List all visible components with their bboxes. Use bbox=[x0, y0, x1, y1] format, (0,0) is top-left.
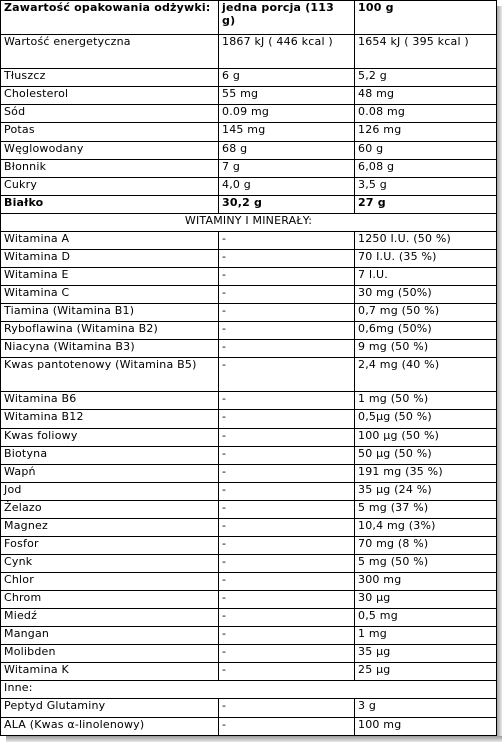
nutrient-name-cell: Błonnik bbox=[1, 159, 219, 177]
table-shadow-bottom bbox=[6, 736, 502, 742]
portion-value-cell: - bbox=[219, 446, 355, 464]
table-row bbox=[1, 177, 497, 195]
portion-value-cell: - bbox=[219, 609, 355, 627]
table-row bbox=[1, 69, 497, 87]
per100-value-cell: 35 μg bbox=[355, 645, 497, 663]
nutrient-name-cell: Fosfor bbox=[1, 536, 219, 554]
nutrient-name-cell: Wartość energetyczna bbox=[1, 35, 219, 69]
table-row bbox=[1, 267, 497, 285]
per100-value-cell: 1 mg (50 %) bbox=[355, 392, 497, 410]
per100-value-cell: 1250 I.U. (50 %) bbox=[355, 231, 497, 249]
nutrient-name-cell: Witamina B6 bbox=[1, 392, 219, 410]
per100-value-cell: 2,4 mg (40 %) bbox=[355, 358, 497, 392]
per100-value-cell: 30 mg (50%) bbox=[355, 286, 497, 304]
portion-value-cell: 0.09 mg bbox=[219, 105, 355, 123]
per100-value-cell: 0.08 mg bbox=[355, 105, 497, 123]
table-row bbox=[1, 500, 497, 518]
portion-value-cell: - bbox=[219, 699, 355, 717]
nutrient-name-cell: Witamina A bbox=[1, 231, 219, 249]
per100-value-cell: 0,7 mg (50 %) bbox=[355, 304, 497, 322]
table-row bbox=[1, 322, 497, 340]
portion-value-cell: 145 mg bbox=[219, 123, 355, 141]
table-row bbox=[1, 645, 497, 663]
table-row bbox=[1, 554, 497, 572]
portion-value-cell: - bbox=[219, 500, 355, 518]
table-row bbox=[1, 340, 497, 358]
nutrient-name-cell: Witamina B12 bbox=[1, 410, 219, 428]
table-row bbox=[1, 392, 497, 410]
header-cell-per100: 100 g bbox=[355, 1, 497, 35]
nutrient-name-cell: Mangan bbox=[1, 627, 219, 645]
per100-value-cell: 126 mg bbox=[355, 123, 497, 141]
table-row bbox=[1, 231, 497, 249]
portion-value-cell: - bbox=[219, 627, 355, 645]
table-row bbox=[1, 195, 497, 213]
per100-value-cell: 5 mg (37 %) bbox=[355, 500, 497, 518]
table-row bbox=[1, 105, 497, 123]
nutrient-name-cell: Witamina C bbox=[1, 286, 219, 304]
per100-value-cell: 191 mg (35 %) bbox=[355, 464, 497, 482]
per100-value-cell: 50 μg (50 %) bbox=[355, 446, 497, 464]
portion-value-cell: - bbox=[219, 392, 355, 410]
table-row bbox=[1, 286, 497, 304]
nutrient-name-cell: Kwas pantotenowy (Witamina B5) bbox=[1, 358, 219, 392]
per100-value-cell: 0,5 mg bbox=[355, 609, 497, 627]
per100-value-cell: 3 g bbox=[355, 699, 497, 717]
per100-value-cell: 5 mg (50 %) bbox=[355, 554, 497, 572]
portion-value-cell: - bbox=[219, 286, 355, 304]
section-heading-vitamins: WITAMINY I MINERAŁY: bbox=[1, 213, 497, 231]
table-row bbox=[1, 482, 497, 500]
table-row bbox=[1, 699, 497, 717]
portion-value-cell: - bbox=[219, 464, 355, 482]
section-row bbox=[1, 681, 497, 699]
table-row bbox=[1, 410, 497, 428]
portion-value-cell: - bbox=[219, 717, 355, 736]
nutrient-name-cell: Żelazo bbox=[1, 500, 219, 518]
nutrient-name-cell: Węglowodany bbox=[1, 141, 219, 159]
nutrient-name-cell: Chrom bbox=[1, 591, 219, 609]
per100-value-cell: 25 μg bbox=[355, 663, 497, 681]
nutrient-name-cell: Miedź bbox=[1, 609, 219, 627]
per100-value-cell: 0,6mg (50%) bbox=[355, 322, 497, 340]
per100-value-cell: 27 g bbox=[355, 195, 497, 213]
table-row bbox=[1, 358, 497, 392]
nutrient-name-cell: Cholesterol bbox=[1, 87, 219, 105]
nutrient-name-cell: Sód bbox=[1, 105, 219, 123]
per100-value-cell: 100 mg bbox=[355, 717, 497, 736]
nutrient-name-cell: Peptyd Glutaminy bbox=[1, 699, 219, 717]
table-row bbox=[1, 518, 497, 536]
header-cell-portion: jedna porcja (113 g) bbox=[219, 1, 355, 35]
nutrient-name-cell: Ryboflawina (Witamina B2) bbox=[1, 322, 219, 340]
portion-value-cell: - bbox=[219, 554, 355, 572]
nutrient-name-cell: Biotyna bbox=[1, 446, 219, 464]
per100-value-cell: 100 μg (50 %) bbox=[355, 428, 497, 446]
per100-value-cell: 35 μg (24 %) bbox=[355, 482, 497, 500]
nutrient-name-cell: Witamina E bbox=[1, 267, 219, 285]
table-row bbox=[1, 141, 497, 159]
nutrient-name-cell: Witamina D bbox=[1, 249, 219, 267]
nutrient-name-cell: Tłuszcz bbox=[1, 69, 219, 87]
table-row bbox=[1, 123, 497, 141]
table-row bbox=[1, 609, 497, 627]
nutrient-name-cell: Molibden bbox=[1, 645, 219, 663]
table-row bbox=[1, 304, 497, 322]
nutrient-name-cell: Magnez bbox=[1, 518, 219, 536]
portion-value-cell: 68 g bbox=[219, 141, 355, 159]
nutrient-name-cell: Wapń bbox=[1, 464, 219, 482]
per100-value-cell: 0,5μg (50 %) bbox=[355, 410, 497, 428]
per100-value-cell: 30 μg bbox=[355, 591, 497, 609]
portion-value-cell: 55 mg bbox=[219, 87, 355, 105]
table-row bbox=[1, 249, 497, 267]
nutrient-name-cell: Białko bbox=[1, 195, 219, 213]
table-row bbox=[1, 591, 497, 609]
portion-value-cell: - bbox=[219, 518, 355, 536]
portion-value-cell: - bbox=[219, 428, 355, 446]
nutrient-name-cell: ALA (Kwas α-linolenowy) bbox=[1, 717, 219, 736]
portion-value-cell: - bbox=[219, 267, 355, 285]
header-cell-contents: Zawartość opakowania odżywki: bbox=[1, 1, 219, 35]
nutrient-name-cell: Niacyna (Witamina B3) bbox=[1, 340, 219, 358]
per100-value-cell: 3,5 g bbox=[355, 177, 497, 195]
nutrient-name-cell: Witamina K bbox=[1, 663, 219, 681]
table-row bbox=[1, 717, 497, 736]
portion-value-cell: - bbox=[219, 304, 355, 322]
per100-value-cell: 5,2 g bbox=[355, 69, 497, 87]
table-row bbox=[1, 428, 497, 446]
portion-value-cell: 30,2 g bbox=[219, 195, 355, 213]
per100-value-cell: 300 mg bbox=[355, 573, 497, 591]
table-row bbox=[1, 159, 497, 177]
nutrient-name-cell: Cynk bbox=[1, 554, 219, 572]
portion-value-cell: - bbox=[219, 573, 355, 591]
section-row bbox=[1, 213, 497, 231]
per100-value-cell: 70 mg (8 %) bbox=[355, 536, 497, 554]
per100-value-cell: 7 I.U. bbox=[355, 267, 497, 285]
portion-value-cell: - bbox=[219, 482, 355, 500]
per100-value-cell: 48 mg bbox=[355, 87, 497, 105]
nutrient-name-cell: Chlor bbox=[1, 573, 219, 591]
portion-value-cell: 7 g bbox=[219, 159, 355, 177]
nutrient-name-cell: Tiamina (Witamina B1) bbox=[1, 304, 219, 322]
portion-value-cell: - bbox=[219, 340, 355, 358]
portion-value-cell: - bbox=[219, 322, 355, 340]
table-row bbox=[1, 536, 497, 554]
section-heading-other: Inne: bbox=[1, 681, 497, 699]
portion-value-cell: - bbox=[219, 645, 355, 663]
nutrition-table-body bbox=[1, 1, 497, 736]
table-row bbox=[1, 464, 497, 482]
portion-value-cell: - bbox=[219, 410, 355, 428]
table-row bbox=[1, 663, 497, 681]
table-row bbox=[1, 627, 497, 645]
portion-value-cell: - bbox=[219, 231, 355, 249]
portion-value-cell: 6 g bbox=[219, 69, 355, 87]
per100-value-cell: 70 I.U. (35 %) bbox=[355, 249, 497, 267]
portion-value-cell: - bbox=[219, 358, 355, 392]
per100-value-cell: 6,08 g bbox=[355, 159, 497, 177]
table-header-row bbox=[1, 1, 497, 35]
portion-value-cell: - bbox=[219, 663, 355, 681]
table-row bbox=[1, 87, 497, 105]
portion-value-cell: - bbox=[219, 249, 355, 267]
portion-value-cell: - bbox=[219, 591, 355, 609]
table-row bbox=[1, 446, 497, 464]
table-row bbox=[1, 573, 497, 591]
nutrient-name-cell: Cukry bbox=[1, 177, 219, 195]
nutrient-name-cell: Jod bbox=[1, 482, 219, 500]
per100-value-cell: 60 g bbox=[355, 141, 497, 159]
nutrient-name-cell: Kwas foliowy bbox=[1, 428, 219, 446]
portion-value-cell: - bbox=[219, 536, 355, 554]
per100-value-cell: 1 mg bbox=[355, 627, 497, 645]
table-row bbox=[1, 35, 497, 69]
per100-value-cell: 1654 kJ ( 395 kcal ) bbox=[355, 35, 497, 69]
portion-value-cell: 1867 kJ ( 446 kcal ) bbox=[219, 35, 355, 69]
nutrient-name-cell: Potas bbox=[1, 123, 219, 141]
portion-value-cell: 4,0 g bbox=[219, 177, 355, 195]
per100-value-cell: 9 mg (50 %) bbox=[355, 340, 497, 358]
per100-value-cell: 10,4 mg (3%) bbox=[355, 518, 497, 536]
